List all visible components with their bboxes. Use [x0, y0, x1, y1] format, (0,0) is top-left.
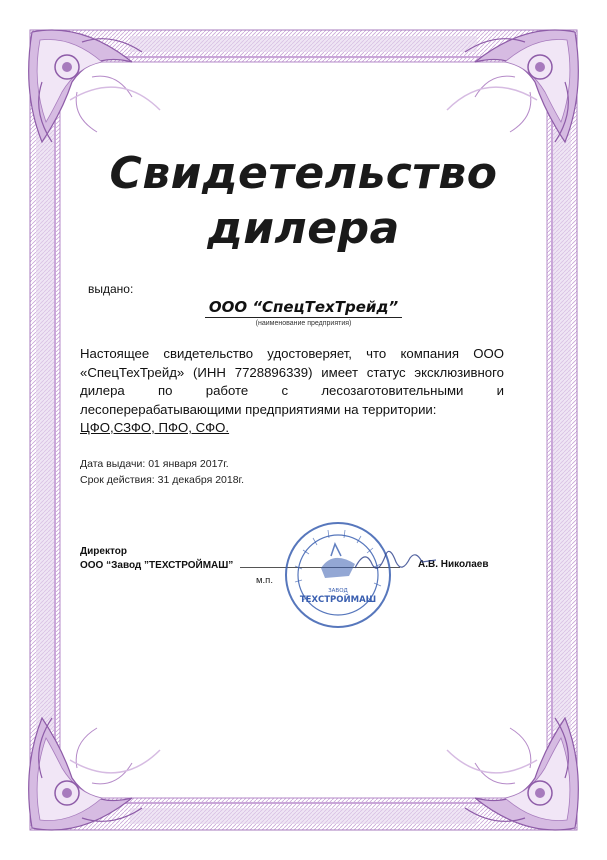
regions-list: ЦФО,СЗФО, ПФО, СФО.: [80, 420, 230, 435]
company-caption: (наименование предприятия): [255, 320, 352, 327]
director-company: ООО “Завод ”ТЕХСТРОЙМАШ”: [80, 560, 234, 571]
certificate-body: [80, 345, 504, 438]
valid-until-date: Срок действия: 31 декабря 2018г.: [80, 474, 245, 486]
stamp-place-label: м.п.: [256, 575, 273, 586]
dates-block: [80, 456, 244, 488]
issue-date: Дата выдачи: 01 января 2017г.: [80, 458, 229, 470]
company-name: ООО “СпецТехТрейд”: [208, 298, 399, 316]
issued-label: выдано:: [88, 282, 134, 296]
stamp-small-text: ЗАВОД: [328, 588, 348, 594]
director-title: Директор: [80, 546, 127, 557]
signature-scribble: [350, 540, 440, 580]
director-block: [80, 545, 233, 573]
certificate-title-line1: Свидетельство: [109, 148, 498, 199]
certificate-title-line2: дилера: [207, 203, 400, 254]
company-underline: [205, 317, 402, 318]
stamp-center-text: ТЕХСТРОЙМАШ: [299, 595, 377, 605]
director-name: А.В. Николаев: [418, 559, 489, 570]
body-paragraph: Настоящее свидетельство удостоверяет, что компания ООО «СпецТехТрейд» (ИНН 7728896339) имеет статус эксклюзивного дилера по работе с лесозаготовительными и лесоперерабатывающими предприятиями на территории:: [80, 346, 504, 417]
